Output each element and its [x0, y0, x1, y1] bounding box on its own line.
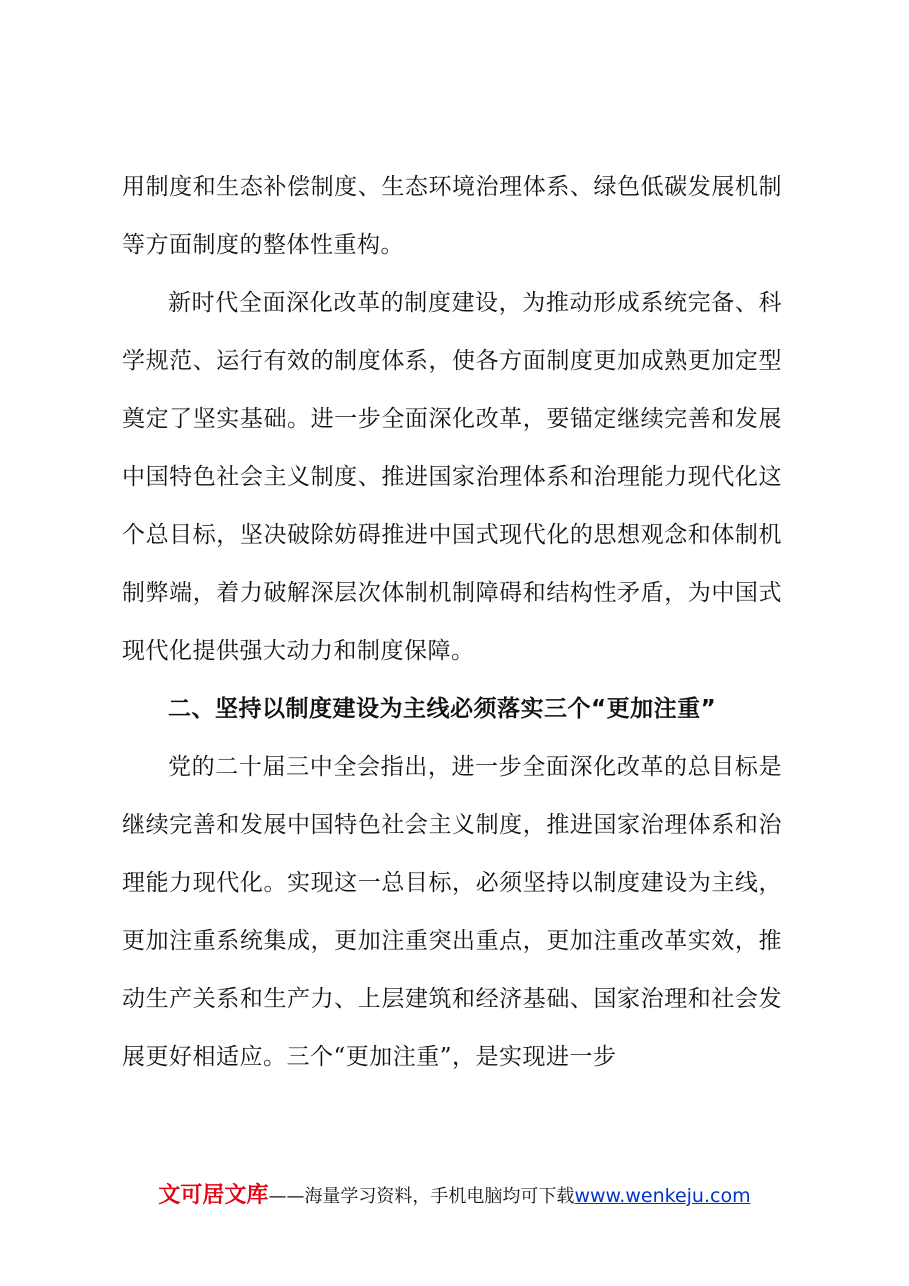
footer-slogan: ——海量学习资料，手机电脑均可下载 — [268, 1186, 575, 1207]
page-footer — [0, 1178, 909, 1215]
section-heading: 二、坚持以制度建设为主线必须落实三个“更加注重” — [168, 696, 717, 722]
paragraph-overall-goal: 党的二十届三中全会指出，进一步全面深化改革的总目标是继续完善和发展中国特色社会主义制度，推进国家治理体系和治理能力现代化。实现这一总目标，必须坚持以制度建设为主线，更加注重系统集成，更加注重突出重点，更加注重改革实效，推动生产关系和生产力、上层建筑和经济基础、国家治理和社会发展更好相适应。三个“更加注重”，是实现进一步 — [122, 754, 782, 1070]
footer-url-link[interactable]: www.wenkeju.com — [574, 1185, 751, 1207]
document-body — [122, 158, 782, 1086]
paragraph-continuation: 用制度和生态补偿制度、生态环境治理体系、绿色低碳发展机制等方面制度的整体性重构。 — [122, 174, 782, 258]
footer-brand: 文可居文库 — [158, 1183, 269, 1208]
paragraph-institution-building: 新时代全面深化改革的制度建设，为推动形成系统完备、科学规范、运行有效的制度体系，使各方面制度更加成熟更加定型奠定了坚实基础。进一步全面深化改革，要锚定继续完善和发展中国特色社会主义制度、推进国家治理体系和治理能力现代化这个总目标，坚决破除妨碍推进中国式现代化的思想观念和体制机制弊端，着力破解深层次体制机制障碍和结构性矛盾，为中国式现代化提供强大动力和制度保障。 — [122, 290, 782, 664]
